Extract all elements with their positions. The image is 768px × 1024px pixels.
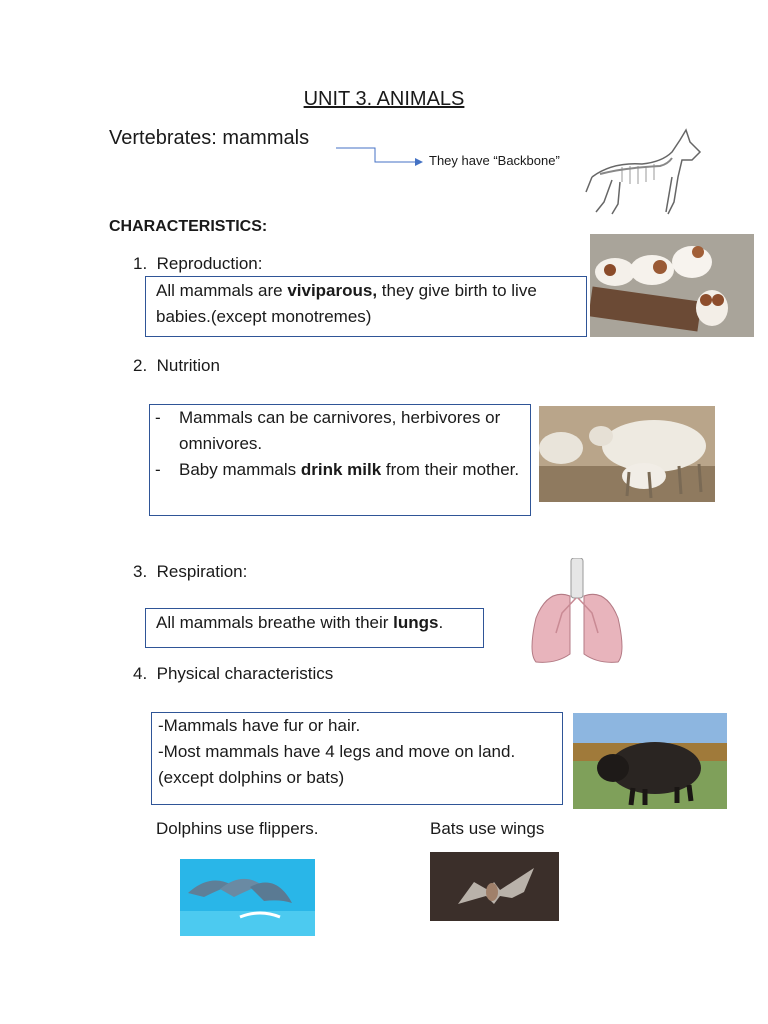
musk-ox-image	[573, 713, 727, 809]
arrow-connector	[335, 145, 425, 170]
physical-box	[151, 712, 563, 805]
reproduction-box: All mammals are viviparous, they give birth to live babies.(except monotremes)	[145, 276, 587, 337]
puppies-image	[590, 234, 754, 337]
dolphins-caption: Dolphins use flippers.	[156, 819, 319, 838]
section-1-heading: 1. Reproduction:	[133, 254, 263, 273]
subtitle: Vertebrates: mammals	[109, 127, 310, 149]
dolphins-image	[180, 859, 315, 936]
section-4-heading: 4. Physical characteristics	[133, 664, 334, 683]
nutrition-box	[149, 404, 531, 516]
nutrition-bullet-1: - Mammals can be carnivores, herbivores or omnivores.	[155, 408, 501, 453]
lungs-image	[526, 558, 628, 666]
physical-line-3: (except dolphins or bats)	[158, 768, 345, 787]
bat-image	[430, 852, 559, 921]
section-3-heading: 3. Respiration:	[133, 562, 248, 581]
sheep-image	[539, 406, 715, 502]
backbone-note: They have “Backbone”	[429, 153, 560, 168]
section-2-heading: 2. Nutrition	[133, 356, 220, 375]
physical-line-2: -Most mammals have 4 legs and move on land.	[158, 742, 516, 761]
page-title: UNIT 3. ANIMALS	[303, 88, 465, 110]
nutrition-bullet-2: - Baby mammals drink milk from their mother.	[155, 460, 520, 479]
dog-skeleton-image	[582, 122, 704, 218]
respiration-box: All mammals breathe with their lungs.	[145, 608, 484, 648]
characteristics-heading: CHARACTERISTICS:	[109, 218, 268, 235]
physical-line-1: -Mammals have fur or hair.	[158, 716, 361, 735]
bats-caption: Bats use wings	[430, 819, 545, 838]
